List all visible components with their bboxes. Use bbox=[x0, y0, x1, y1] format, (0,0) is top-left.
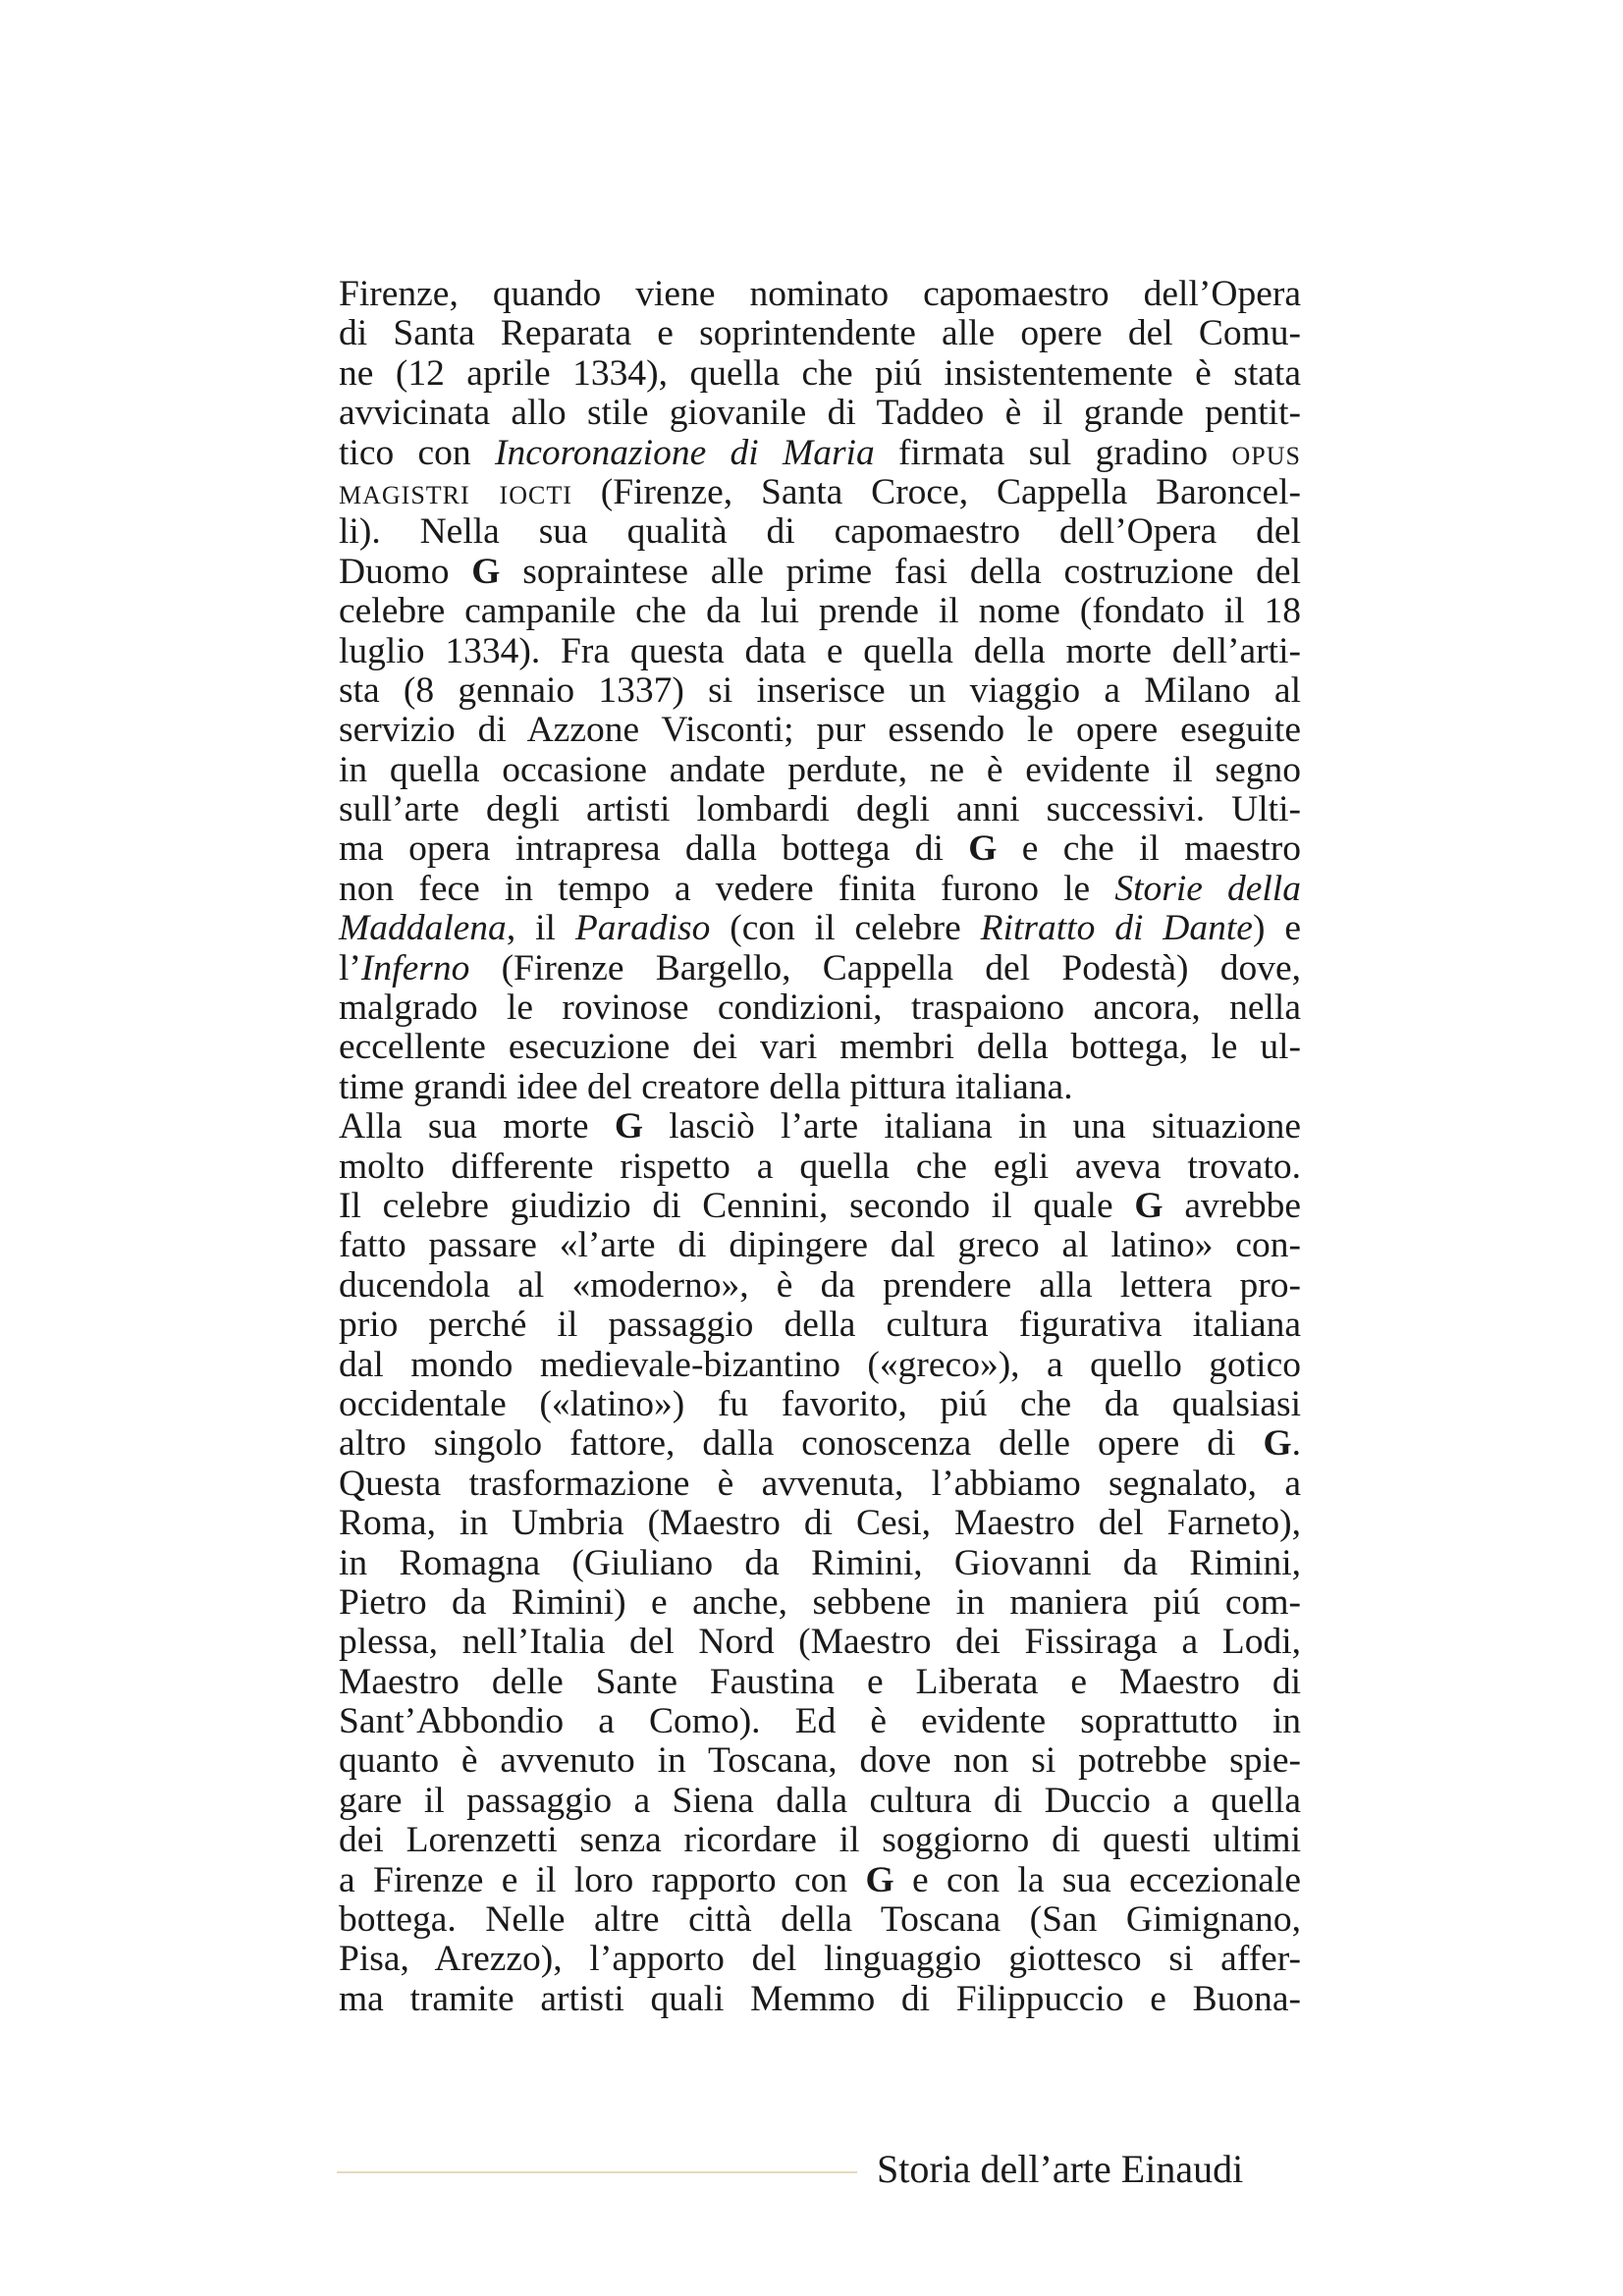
text-line: altro singolo fattore, dalla conoscenza delle opere di G. bbox=[339, 1423, 1301, 1465]
author-abbrev: G bbox=[1263, 1423, 1292, 1465]
text-line: Pisa, Arezzo), l’apporto del linguaggio giottesco si affer- bbox=[339, 1939, 1301, 1980]
inscription: opus bbox=[1231, 432, 1301, 473]
running-footer-title: Storia dell’arte Einaudi bbox=[877, 2147, 1244, 2191]
text-line: servizio di Azzone Visconti; pur essendo le opere eseguite bbox=[339, 710, 1301, 751]
text-line: avvicinata allo stile giovanile di Taddeo è il grande pentit- bbox=[339, 393, 1301, 434]
artwork-title: Maddalena bbox=[339, 908, 507, 949]
artwork-title: Storie della bbox=[1114, 868, 1301, 909]
text-line: time grandi idee del creatore della pittura italiana. bbox=[339, 1066, 1073, 1107]
artwork-title: Inferno bbox=[360, 947, 470, 988]
text-line: Duomo G sopraintese alle prime fasi della costruzione del bbox=[339, 551, 1301, 592]
text-line: tico con Incoronazione di Maria firmata sul gradino opus bbox=[339, 432, 1301, 473]
text-line: Firenze, quando viene nominato capomaestro dell’Opera bbox=[339, 274, 1301, 314]
text-line: luglio 1334). Fra questa data e quella della morte dell’arti- bbox=[339, 630, 1301, 671]
text-line: molto differente rispetto a quella che egli aveva trovato. bbox=[339, 1146, 1301, 1187]
footer-rule bbox=[337, 2171, 857, 2173]
text-line: sta (8 gennaio 1337) si inserisce un viaggio a Milano al bbox=[339, 669, 1301, 711]
author-abbrev: G bbox=[968, 828, 998, 870]
text-line: dal mondo medievale-bizantino («greco»), a quello gotico bbox=[339, 1344, 1301, 1385]
text-line: quanto è avvenuto in Toscana, dove non si potrebbe spie- bbox=[339, 1740, 1301, 1782]
text-line: magistri iocti (Firenze, Santa Croce, Cappella Baroncel- bbox=[339, 471, 1301, 512]
body-text bbox=[339, 275, 1301, 2019]
text-line: ma tramite artisti quali Memmo di Filippuccio e Buona- bbox=[339, 1978, 1301, 2019]
text-line: Pietro da Rimini) e anche, sebbene in maniera piú com- bbox=[339, 1581, 1301, 1623]
text-line: dei Lorenzetti senza ricordare il soggiorno di questi ultimi bbox=[339, 1820, 1301, 1861]
text-line: in quella occasione andate perdute, ne è evidente il segno bbox=[339, 749, 1301, 790]
text-line: non fece in tempo a vedere finita furono le Storie della bbox=[339, 868, 1301, 909]
text-line: fatto passare «l’arte di dipingere dal greco al latino» con- bbox=[339, 1225, 1301, 1266]
text-line: ne (12 aprile 1334), quella che piú insistentemente è stata bbox=[339, 352, 1301, 394]
text-line: eccellente esecuzione dei vari membri della bottega, le ul- bbox=[339, 1027, 1301, 1068]
text-line: di Santa Reparata e soprintendente alle opere del Comu- bbox=[339, 313, 1301, 354]
text-line: occidentale («latino») fu favorito, piú che da qualsiasi bbox=[339, 1383, 1301, 1424]
text-line: l’Inferno (Firenze Bargello, Cappella del Podestà) dove, bbox=[339, 947, 1301, 988]
text-line: in Romagna (Giuliano da Rimini, Giovanni da Rimini, bbox=[339, 1542, 1301, 1583]
author-abbrev: G bbox=[1134, 1185, 1163, 1226]
text-line: Roma, in Umbria (Maestro di Cesi, Maestro del Farneto), bbox=[339, 1503, 1301, 1544]
author-abbrev: G bbox=[865, 1859, 894, 1900]
inscription: magistri iocti bbox=[339, 471, 572, 512]
text-line: ducendola al «moderno», è da prendere alla lettera pro- bbox=[339, 1264, 1301, 1306]
text-line: Maddalena, il Paradiso (con il celebre Ritratto di Dante) e bbox=[339, 908, 1301, 949]
text-line: Sant’Abbondio a Como). Ed è evidente soprattutto in bbox=[339, 1701, 1301, 1742]
text-line: gare il passaggio a Siena dalla cultura di Duccio a quella bbox=[339, 1780, 1301, 1821]
artwork-title: Incoronazione di Maria bbox=[494, 432, 875, 473]
text-line: Alla sua morte G lasciò l’arte italiana in una situazione bbox=[339, 1106, 1301, 1148]
text-line: bottega. Nelle altre città della Toscana (San Gimignano, bbox=[339, 1899, 1301, 1941]
author-abbrev: G bbox=[614, 1106, 644, 1148]
text-line: Il celebre giudizio di Cennini, secondo il quale G avrebbe bbox=[339, 1185, 1301, 1226]
text-line: a Firenze e il loro rapporto con G e con la sua eccezionale bbox=[339, 1859, 1301, 1900]
text-line: celebre campanile che da lui prende il nome (fondato il 18 bbox=[339, 591, 1301, 632]
author-abbrev: G bbox=[471, 551, 501, 592]
text-line: plessa, nell’Italia del Nord (Maestro dei Fissiraga a Lodi, bbox=[339, 1622, 1301, 1663]
text-line: prio perché il passaggio della cultura figurativa italiana bbox=[339, 1305, 1301, 1346]
text-line: malgrado le rovinose condizioni, traspaiono ancora, nella bbox=[339, 988, 1301, 1029]
artwork-title: Ritratto di Dante bbox=[980, 908, 1253, 949]
artwork-title: Paradiso bbox=[574, 908, 711, 949]
text-line: sull’arte degli artisti lombardi degli anni successivi. Ulti- bbox=[339, 789, 1301, 830]
text-line: Maestro delle Sante Faustina e Liberata e Maestro di bbox=[339, 1661, 1301, 1702]
text-line: li). Nella sua qualità di capomaestro dell’Opera del bbox=[339, 511, 1301, 553]
text-line: ma opera intrapresa dalla bottega di G e che il maestro bbox=[339, 828, 1301, 870]
text-line: Questa trasformazione è avvenuta, l’abbiamo segnalato, a bbox=[339, 1463, 1301, 1504]
